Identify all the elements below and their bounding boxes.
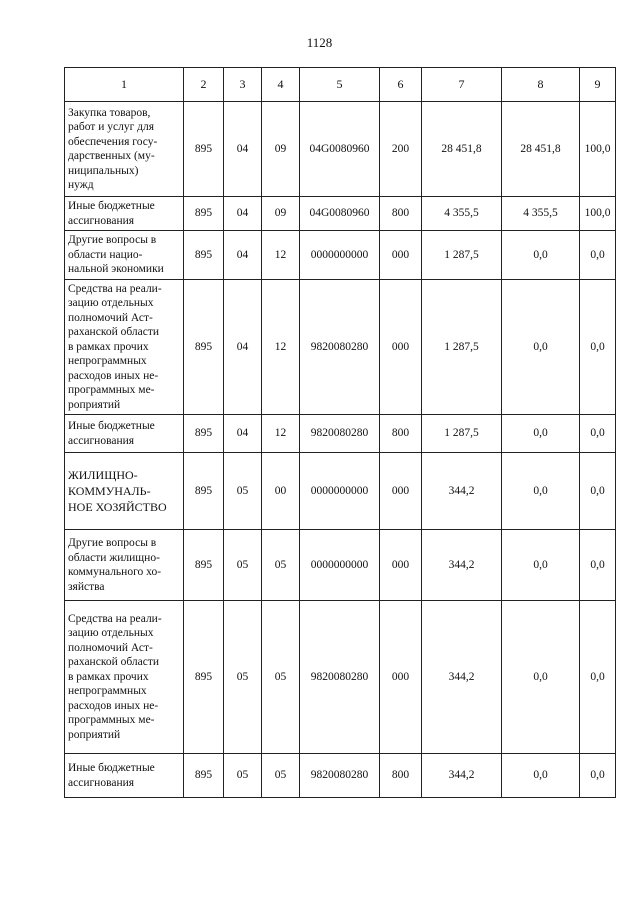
- expense-type-cell: 000: [380, 279, 422, 415]
- row-name-line: непрограммных: [68, 685, 147, 698]
- row-name-cell: [65, 530, 184, 601]
- row-name-line: раханской области: [68, 326, 160, 338]
- planned-amount-cell: 344,2: [422, 601, 502, 754]
- section-cell: 04: [224, 279, 262, 415]
- column-header: 4: [262, 68, 300, 102]
- target-article-cell: 9820080280: [300, 279, 380, 415]
- target-article-cell: 0000000000: [300, 231, 380, 280]
- table-row: [65, 453, 616, 530]
- row-name-line: полномочий Аст-: [68, 311, 153, 324]
- row-name-line: полномочий Аст-: [68, 641, 153, 654]
- row-name-line: области жилищно-: [68, 551, 160, 564]
- row-name-cell: [65, 601, 184, 754]
- expense-type-cell: 000: [380, 601, 422, 754]
- table-row: [65, 197, 616, 231]
- expense-type-cell: 200: [380, 102, 422, 197]
- admin-code-cell: 895: [184, 231, 224, 280]
- budget-table: [64, 67, 616, 798]
- subsection-cell: 09: [262, 102, 300, 197]
- row-name-line: в рамках прочих: [68, 340, 149, 353]
- planned-amount-cell: 344,2: [422, 754, 502, 798]
- row-name-line: в рамках прочих: [68, 670, 149, 683]
- row-name-line: раханской области: [68, 656, 160, 669]
- row-name-cell: [65, 231, 184, 280]
- percent-cell: 0,0: [580, 754, 616, 798]
- actual-amount-cell: 0,0: [502, 754, 580, 798]
- percent-cell: 100,0: [580, 197, 616, 231]
- page-number: 1128: [306, 35, 333, 50]
- row-name-line: работ и услуг для: [68, 121, 155, 133]
- actual-amount-cell: 0,0: [502, 530, 580, 601]
- column-header: 7: [422, 68, 502, 102]
- row-name-line: зяйства: [68, 580, 105, 593]
- section-cell: 04: [224, 415, 262, 453]
- actual-amount-cell: 28 451,8: [502, 102, 580, 197]
- target-article-cell: 0000000000: [300, 530, 380, 601]
- admin-code-cell: 895: [184, 453, 224, 530]
- admin-code-cell: 895: [184, 102, 224, 197]
- section-cell: 04: [224, 197, 262, 231]
- expense-type-cell: 000: [380, 231, 422, 280]
- column-header: 5: [300, 68, 380, 102]
- row-name-cell: [65, 415, 184, 453]
- row-name-line: обеспечения госу-: [68, 135, 158, 148]
- admin-code-cell: 895: [184, 279, 224, 415]
- row-name-line: Иные бюджетные: [68, 200, 155, 212]
- row-name-line: Средства на реали-: [68, 282, 162, 295]
- admin-code-cell: 895: [184, 415, 224, 453]
- planned-amount-cell: 344,2: [422, 453, 502, 530]
- section-cell: 05: [224, 601, 262, 754]
- subsection-cell: 12: [262, 279, 300, 415]
- percent-cell: 0,0: [580, 415, 616, 453]
- target-article-cell: 04G0080960: [300, 102, 380, 197]
- target-article-cell: 04G0080960: [300, 197, 380, 231]
- expense-type-cell: 000: [380, 453, 422, 530]
- table-row: [65, 415, 616, 453]
- actual-amount-cell: 0,0: [502, 231, 580, 280]
- planned-amount-cell: 1 287,5: [422, 231, 502, 280]
- column-header: 6: [380, 68, 422, 102]
- row-name-line: ниципальных): [68, 164, 139, 177]
- row-name-cell: [65, 279, 184, 415]
- percent-cell: 0,0: [580, 530, 616, 601]
- percent-cell: 0,0: [580, 279, 616, 415]
- row-name-line: области нацио-: [68, 248, 143, 261]
- actual-amount-cell: 0,0: [502, 601, 580, 754]
- target-article-cell: 0000000000: [300, 453, 380, 530]
- row-name-line: ассигнования: [68, 776, 135, 789]
- row-name-line: Иные бюджетные: [68, 762, 155, 774]
- expense-type-cell: 800: [380, 415, 422, 453]
- row-name-line: Иные бюджетные: [68, 420, 155, 432]
- table-row: [65, 102, 616, 197]
- subsection-cell: 12: [262, 231, 300, 280]
- target-article-cell: 9820080280: [300, 601, 380, 754]
- actual-amount-cell: 4 355,5: [502, 197, 580, 231]
- admin-code-cell: 895: [184, 197, 224, 231]
- target-article-cell: 9820080280: [300, 415, 380, 453]
- row-name-line: ассигнования: [68, 434, 135, 447]
- subsection-cell: 05: [262, 754, 300, 798]
- column-header: 1: [65, 68, 184, 102]
- actual-amount-cell: 0,0: [502, 415, 580, 453]
- row-name-line: Средства на реали-: [68, 612, 162, 625]
- table-row: [65, 754, 616, 798]
- table-row: [65, 530, 616, 601]
- section-cell: 05: [224, 754, 262, 798]
- column-header: 3: [224, 68, 262, 102]
- row-name-line: расходов иных не-: [68, 369, 159, 382]
- table-row: [65, 279, 616, 415]
- row-name-line: НОЕ ХОЗЯЙСТВО: [68, 500, 167, 514]
- row-name-cell: [65, 197, 184, 231]
- row-name-cell: [65, 754, 184, 798]
- row-name-line: зацию отдельных: [68, 297, 154, 309]
- column-header: 9: [580, 68, 616, 102]
- row-name-line: расходов иных не-: [68, 699, 159, 712]
- row-name-line: Закупка товаров,: [68, 106, 151, 119]
- row-name-line: программных ме-: [68, 714, 155, 727]
- row-name-line: роприятий: [68, 728, 121, 741]
- row-name-line: нужд: [68, 179, 94, 191]
- section-cell: 05: [224, 453, 262, 530]
- table-row: [65, 231, 616, 280]
- row-name-line: ассигнования: [68, 214, 135, 227]
- row-name-line: непрограммных: [68, 355, 147, 367]
- planned-amount-cell: 1 287,5: [422, 415, 502, 453]
- subsection-cell: 09: [262, 197, 300, 231]
- section-cell: 05: [224, 530, 262, 601]
- table-body: [65, 102, 616, 798]
- row-name-line: ЖИЛИЩНО-: [68, 468, 138, 482]
- subsection-cell: 12: [262, 415, 300, 453]
- planned-amount-cell: 344,2: [422, 530, 502, 601]
- row-name-line: КОММУНАЛЬ-: [68, 484, 151, 498]
- admin-code-cell: 895: [184, 530, 224, 601]
- expense-type-cell: 800: [380, 754, 422, 798]
- admin-code-cell: 895: [184, 601, 224, 754]
- admin-code-cell: 895: [184, 754, 224, 798]
- row-name-line: программных ме-: [68, 384, 155, 396]
- actual-amount-cell: 0,0: [502, 453, 580, 530]
- percent-cell: 0,0: [580, 601, 616, 754]
- column-header: 8: [502, 68, 580, 102]
- row-name-line: Другие вопросы в: [68, 537, 157, 549]
- row-name-cell: [65, 453, 184, 530]
- actual-amount-cell: 0,0: [502, 279, 580, 415]
- row-name-line: коммунального хо-: [68, 566, 162, 578]
- row-name-line: дарственных (му-: [68, 150, 155, 162]
- expense-type-cell: 000: [380, 530, 422, 601]
- row-name-cell: [65, 102, 184, 197]
- section-cell: 04: [224, 102, 262, 197]
- planned-amount-cell: 4 355,5: [422, 197, 502, 231]
- row-name-line: зацию отдельных: [68, 627, 154, 640]
- subsection-cell: 05: [262, 601, 300, 754]
- table-row: [65, 601, 616, 754]
- expense-type-cell: 800: [380, 197, 422, 231]
- percent-cell: 0,0: [580, 453, 616, 530]
- subsection-cell: 05: [262, 530, 300, 601]
- row-name-line: Другие вопросы в: [68, 234, 157, 246]
- table-header-row: [65, 68, 616, 102]
- percent-cell: 0,0: [580, 231, 616, 280]
- row-name-line: нальной экономики: [68, 263, 164, 275]
- target-article-cell: 9820080280: [300, 754, 380, 798]
- row-name-line: роприятий: [68, 398, 121, 411]
- section-cell: 04: [224, 231, 262, 280]
- subsection-cell: 00: [262, 453, 300, 530]
- percent-cell: 100,0: [580, 102, 616, 197]
- planned-amount-cell: 1 287,5: [422, 279, 502, 415]
- column-header: 2: [184, 68, 224, 102]
- planned-amount-cell: 28 451,8: [422, 102, 502, 197]
